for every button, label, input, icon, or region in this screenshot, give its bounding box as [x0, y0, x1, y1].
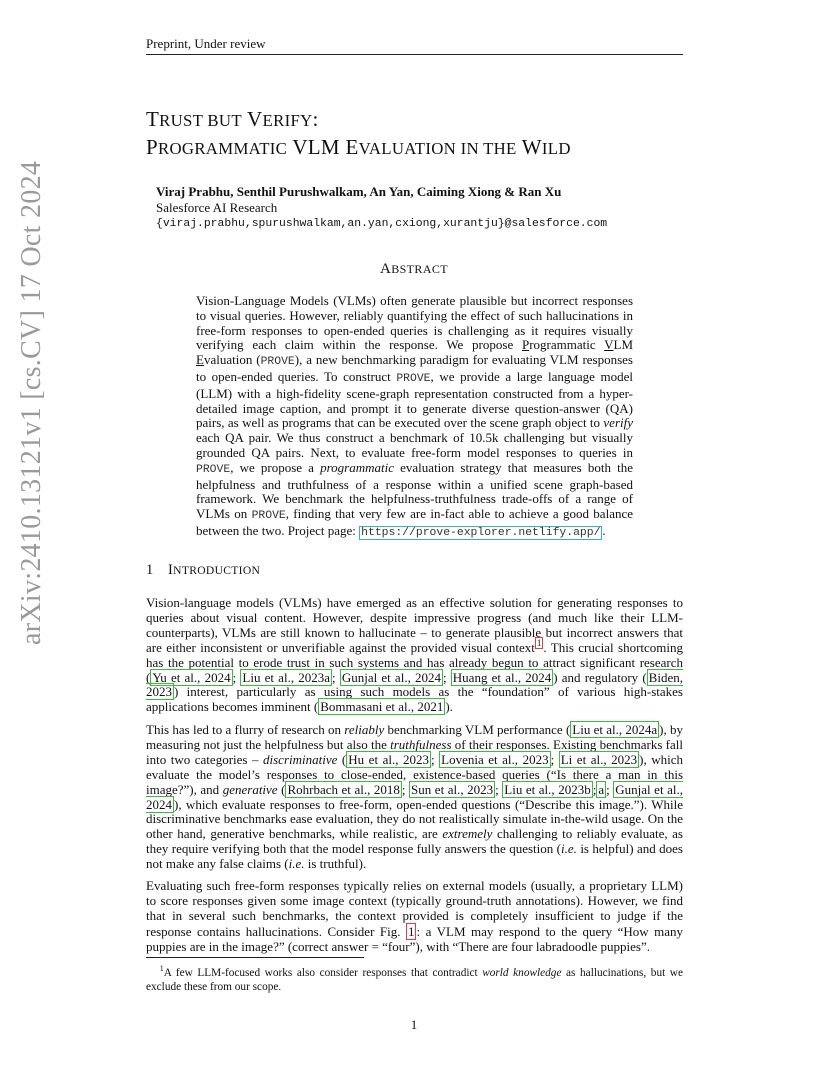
prove-name: PROVE — [396, 372, 431, 385]
text-span: i.e. — [288, 856, 305, 872]
citation-link[interactable]: Liu et al., 2023b — [504, 781, 591, 797]
abstract-span: . — [602, 522, 606, 538]
text-span: ), by measuring not just the helpfulness but also the — [146, 722, 683, 752]
author-emails: {viraj.prabhu,spurushwalkam,an.yan,cxiong,xurantju}@salesforce.com — [156, 218, 608, 230]
author-block — [156, 184, 607, 232]
text-span: generative — [222, 781, 278, 797]
abstract-span: LM — [613, 337, 633, 353]
arxiv-identifier: arXiv:2410.13121v1 [cs.CV] 17 Oct 2024 — [16, 160, 47, 645]
text-span: discriminative — [263, 751, 338, 767]
text-span: : a VLM may respond to the query “How many puppies are in the image?” (correct answer = “four”), with “There are four labradoodle puppies”. — [146, 923, 683, 954]
abstract-span: , we propose a — [230, 459, 321, 475]
text-span: Evaluating such free-form responses typically relies on external models (usually, a proprietary LLM) to score responses given some image context (typically ground-truth annotations). However, we find that in several such benchmarks, the context provided is completely insufficient to judge if the response contains hallucinations. Consider Fig. — [146, 878, 683, 939]
intro-paragraph-2: This has led to a flurry of research on reliably benchmarking VLM performance ( Liu et al., 2024a ), by measuring not just the helpfulness but also the truthfulness of their responses. Existing benchmarks fall into two categories – discriminative ( Hu et al., 2023 ; Lovenia et al., 2023 ; Li et al., 2023 ), which evaluate the model’s responses to close-ended, existence-based queries (“Is there a man in this image?”), and generative ( Rohrbach et al., 2018 ; Sun et al., 2023 ; Liu et al., 2023b ; a ; Gunjal et al., 2024 ), which evaluate responses to free-form, open-ended questions (“Describe this image.”). While discriminative benchmarks ease evaluation, they do not realistically simulate in-the-wild usage. On the other hand, generative benchmarks, while realistic, are extremely challenging to reliably evaluate, as they require verifying both that the model response fully answers the question (i.e. is helpful) and does not make any false claims (i.e. is truthful). — [146, 722, 684, 872]
text-span: ), which evaluate responses to free-form, open-ended questions (“Describe this image.”). While discriminative benchmarks ease evaluation, they do not realistically simulate in-the-wild usage. On the other hand, generative benchmarks, while realistic, are — [146, 796, 683, 842]
text-span: extremely — [442, 826, 493, 842]
author-names: Viraj Prabhu, Senthil Purushwalkam, An Yan, Caiming Xiong & Ran Xu — [156, 184, 562, 199]
text-span: of their responses. Existing benchmarks fall into two categories – — [146, 736, 684, 767]
intro-paragraph-3 — [146, 879, 683, 955]
text-span: ) and regulatory ( — [553, 669, 647, 685]
title-line-1: TRUST BUT VERIFY: — [146, 107, 319, 131]
abstract-span: each QA pair. We thus construct a benchmark of 10.5k challenging but visually grounded QA pairs. Next, to evaluate free-form model responses to queries in — [196, 430, 633, 460]
citation-link[interactable]: Li et al., 2023 — [560, 751, 638, 767]
abstract-span: valuation ( — [203, 352, 261, 368]
text-span: benchmarking VLM performance ( — [384, 722, 571, 737]
citation-link[interactable]: Gunjal et al., 2024 — [146, 781, 683, 812]
text-span: is helpful) and does not make any false claims ( — [146, 841, 683, 872]
citation-link[interactable]: Hu et al., 2023 — [348, 751, 429, 767]
paper-title — [146, 106, 571, 162]
citation-link[interactable]: Liu et al., 2024a — [572, 722, 658, 737]
text-span: ) interest, particularly as using such models as the “foundation” of various high-stakes applications becomes imminent ( — [146, 684, 683, 715]
text-span: ), which evaluate the model’s responses to close-ended, existence-based queries (“Is there a man in this image?”), and — [146, 751, 683, 797]
citation-link[interactable]: Sun et al., 2023 — [411, 781, 494, 797]
text-span: challenging to reliably evaluate, as they require verifying both that the model response fully answers the question ( — [146, 826, 683, 857]
abstract-span: V — [604, 337, 614, 353]
footnote-mark: 1 — [159, 964, 164, 973]
intro-paragraph-1: Vision-language models (VLMs) have emerged as an effective solution for generating responses to queries about visual content. However, despite impressive progress (and much like their LLM-counterparts), VLMs are still known to hallucinate – to generate plausible but incorrect answers that are either inconsistent or unverifiable against the provided visual context $^1$ . This crucial shortcoming has the potential to erode trust in such systems and has already begun to attract significant research ( Yu et al., 2024 ; Liu et al., 2023a ; Gunjal et al., 2024 ; Huang et al., 2024 ) and regulatory ( Biden, 2023 ) interest, particularly as using such models as the “foundation” of various high-stakes applications becomes imminent ( Bommasani et al., 2021 ). — [146, 595, 684, 715]
text-span: ( — [277, 781, 286, 797]
prove-name: PROVE — [260, 356, 295, 369]
abstract-text — [196, 294, 633, 541]
citation-link[interactable]: Yu et al., 2024 — [152, 669, 231, 685]
section-heading-introduction: 1 INTRODUCTION — [146, 562, 261, 578]
citation-link[interactable]: a — [598, 781, 605, 797]
abstract-span: ), a new benchmarking paradigm for evaluating VLM responses to open-ended queries. To construct — [196, 352, 633, 384]
text-span: A few LLM-focused works also consider responses that contradict — [163, 966, 483, 979]
citation-link[interactable]: Lovenia et al., 2023 — [441, 751, 549, 767]
abstract-span: Vision-Language Models (VLMs) often generate plausible but incorrect responses to visual queries. However, reliably quantifying the effect of such hallucinations in free-form responses to open-ended queries is challenging as it requires visually verifying each claim within the response. We propose — [196, 293, 633, 353]
text-span: Vision-language models (VLMs) have emerged as an effective solution for generating responses to queries about visual content. However, despite impressive progress (and much like their LLM-counterparts), VLMs are still known to hallucinate – to generate plausible but incorrect answers that are either inconsistent or unverifiable against the provided visual context — [146, 595, 683, 655]
abstract-span: verify — [603, 415, 633, 431]
text-span: ). — [445, 699, 453, 715]
abstract-span: P — [521, 337, 530, 353]
section-number: 1 — [146, 562, 154, 578]
citation-link[interactable]: Biden, 2023 — [146, 669, 683, 700]
abstract-span: programmatic — [320, 459, 394, 475]
citation-link[interactable]: Huang et al., 2024 — [452, 669, 552, 685]
text-span: as hallucinations, but we exclude these from our scope. — [146, 966, 683, 993]
footnote-rule — [146, 957, 364, 958]
text-span: world knowledge — [482, 966, 562, 979]
footnote-link[interactable]: 1 — [536, 638, 542, 649]
citation-link[interactable]: Gunjal et al., 2024 — [341, 669, 441, 685]
abstract-span: rogrammatic — [529, 337, 605, 353]
abstract-span: , finding that very few are in-fact able to achieve a good balance between the two. Project page: — [196, 506, 633, 538]
text-span: This has led to a flurry of research on — [146, 722, 345, 737]
abstract-span: E — [196, 352, 204, 368]
prove-name: PROVE — [196, 463, 231, 476]
text-span: truthfulness — [390, 736, 452, 752]
title-line-2: PROGRAMMATIC VLM EVALUATION IN THE WILD — [146, 135, 571, 159]
citation-link[interactable]: Liu et al., 2023a — [242, 669, 331, 685]
text-span: ( — [337, 751, 347, 767]
text-span: reliably — [344, 722, 385, 737]
figure-link[interactable]: 1 — [407, 923, 415, 939]
citation-link[interactable]: Rohrbach et al., 2018 — [287, 781, 400, 797]
abstract-heading: ABSTRACT — [379, 261, 449, 277]
abstract-span: evaluation strategy that measures both the helpfulness and truthfulness of a response within a unified scene graph-based framework. We benchmark the helpfulness-truthfulness trade-offs of a range of VLMs on — [196, 459, 633, 522]
affiliation: Salesforce AI Research — [156, 200, 278, 215]
running-head: Preprint, Under review — [146, 36, 683, 55]
footnote — [146, 962, 683, 994]
text-span: is truthful). — [304, 856, 367, 872]
prove-name: PROVE — [251, 510, 286, 523]
citation-link[interactable]: Bommasani et al., 2021 — [320, 699, 444, 715]
abstract-span: , we provide a large language model (LLM) with a high-fidelity scene-graph representation constructed from a hyper-detailed image caption, and prompt it to generate diverse question-answer (QA) pairs, as well as programs that can be executed over the scene graph object to — [196, 368, 633, 431]
page-number: 1 — [410, 1017, 418, 1032]
text-span: i.e. — [561, 841, 577, 857]
text-span: . This crucial shortcoming has the potential to erode trust in such systems and has already begun to attract significant research ( — [146, 639, 684, 685]
project-page-link[interactable]: https://prove-explorer.netlify.app/ — [361, 526, 601, 539]
